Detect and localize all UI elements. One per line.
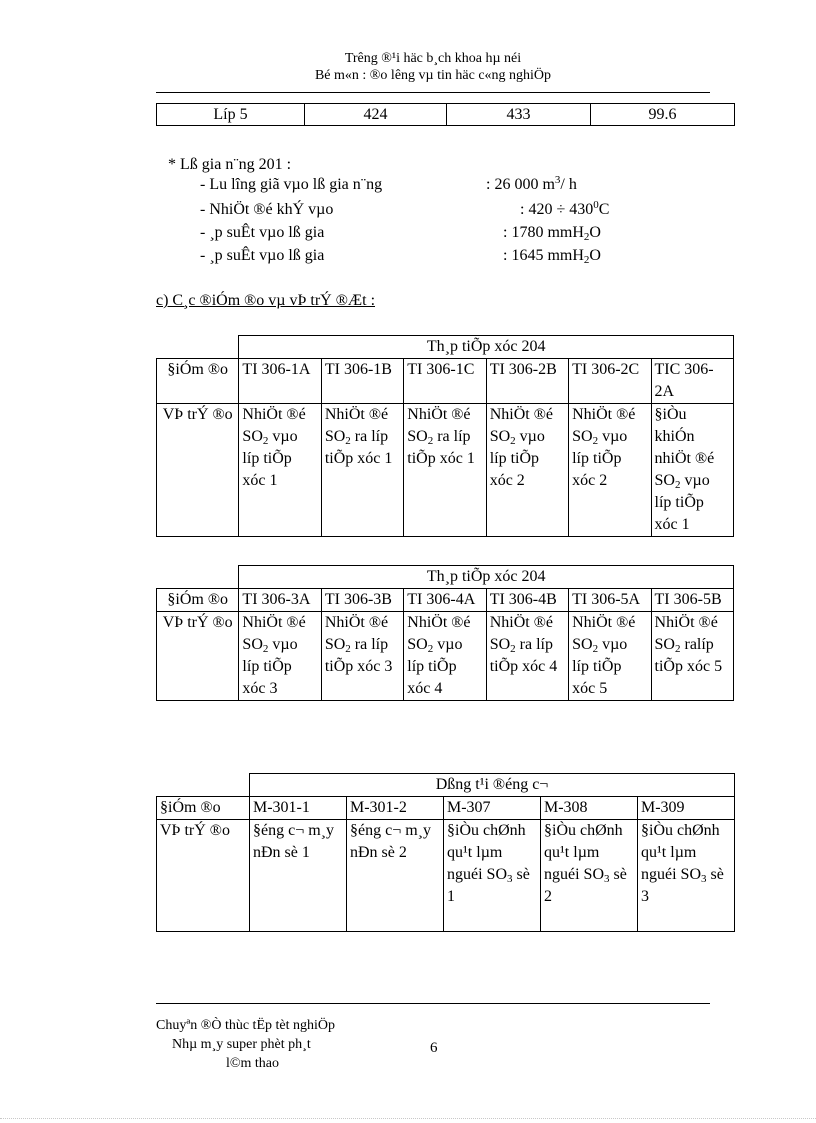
table-cell: 99.6 (591, 104, 735, 126)
table-cell: NhiÖt ®é $SO_2$ ra líp tiÕp xóc 1 (321, 404, 403, 537)
table-cell: M-309 (638, 797, 735, 820)
table-cell: TIC 306-2A (651, 359, 733, 404)
table-cell: TI 306-1B (321, 359, 403, 404)
table-cell: NhiÖt ®é $SO_2$ vµo líp tiÕp xóc 4 (404, 612, 486, 701)
row-label: VÞ trÝ ®o (157, 820, 250, 932)
spec-row-label: - ¸p suÊt vµo lß gia (200, 247, 325, 264)
table-cell: NhiÖt ®é $SO_2$ ra líp tiÕp xóc 3 (321, 612, 403, 701)
spec-row-label: - NhiÖt ®é khÝ vµo (200, 201, 334, 218)
table-cell: NhiÖt ®é $SO_2$ ralíp tiÕp xóc 5 (651, 612, 733, 701)
flow-summary-table (156, 103, 735, 126)
measurement-table-1 (156, 335, 734, 537)
table-cell: NhiÖt ®é $SO_2$ vµo líp tiÕp xóc 3 (239, 612, 321, 701)
row-label: VÞ trÝ ®o (157, 404, 239, 537)
table-row (157, 589, 734, 612)
footer-rule (156, 1003, 710, 1004)
furnace-spec-title: * Lß gia n¨ng 201 : (168, 156, 292, 173)
table-cell: TI 306-5B (651, 589, 733, 612)
table-corner (157, 566, 239, 589)
spec-row-label: - ¸p suÊt vµo lß gia (200, 224, 325, 241)
spec-row-label: - Lu lîng giã vµo lß gia n¨ng (200, 176, 383, 193)
table-cell: TI 306-2C (569, 359, 651, 404)
header-rule (156, 92, 710, 93)
table-cell: NhiÖt ®é $SO_2$ vµo líp tiÕp xóc 1 (239, 404, 321, 537)
page-footer (156, 1016, 335, 1073)
table-row (157, 104, 735, 126)
measurement-table-2 (156, 565, 734, 701)
spec-row-value: : 26 000 $m^3/$ h (486, 174, 577, 193)
header-line-2: Bé m«n : ®o lêng vµ tin häc c«ng nghiÖp (314, 68, 552, 83)
page-header (156, 50, 710, 84)
table-cell: §iÒu chØnh qu¹t lµm nguéi $SO_3$ sè 2 (541, 820, 638, 932)
row-label: §iÓm ®o (157, 589, 239, 612)
table-cell: TI 306-2B (486, 359, 568, 404)
table-cell: TI 306-1C (404, 359, 486, 404)
table-cell: TI 306-4A (404, 589, 486, 612)
table-row (157, 820, 735, 932)
table-row (157, 359, 734, 404)
page-number: 6 (430, 1040, 438, 1056)
header-line-1: Trêng ®¹i häc b¸ch khoa hµ néi (344, 51, 522, 66)
footer-line-1: Chuyªn ®Ò thùc tËp tèt nghiÖp (156, 1018, 335, 1033)
table-cell: TI 306-5A (569, 589, 651, 612)
table-cell: §éng c¬ m¸y nÐn sè 2 (347, 820, 444, 932)
table-header-row (157, 336, 734, 359)
row-label: VÞ trÝ ®o (157, 612, 239, 701)
table-cell: TI 306-3A (239, 589, 321, 612)
table-cell: §iÒu chØnh qu¹t lµm nguéi $SO_3$ sè 1 (444, 820, 541, 932)
spec-row-value: : 1780 mmH$_2$O (503, 224, 601, 243)
table-cell: M-301-2 (347, 797, 444, 820)
row-label: §iÓm ®o (157, 359, 239, 404)
spec-row-value: : 1645 mmH$_2$O (503, 247, 601, 266)
table-cell: 424 (305, 104, 447, 126)
measurement-table-3 (156, 773, 735, 932)
page-bottom-border (0, 1118, 816, 1119)
table-cell: TI 306-4B (486, 589, 568, 612)
section-title: c) C¸c ®iÓm ®o vµ vÞ trÝ ®Æt : (156, 292, 376, 309)
table-cell: Líp 5 (157, 104, 305, 126)
table-row (157, 404, 734, 537)
table-cell: NhiÖt ®é $SO_2$ vµo líp tiÕp xóc 2 (569, 404, 651, 537)
group-header: Th¸p tiÕp xóc 204 (239, 336, 734, 359)
group-header: Dßng t¹i ®éng c¬ (250, 774, 735, 797)
table-cell: §iÒu chØnh qu¹t lµm nguéi $SO_3$ sè 3 (638, 820, 735, 932)
table-cell: TI 306-1A (239, 359, 321, 404)
table-cell: NhiÖt ®é $SO_2$ vµo líp tiÕp xóc 5 (569, 612, 651, 701)
table-cell: NhiÖt ®é $SO_2$ vµo líp tiÕp xóc 2 (486, 404, 568, 537)
table-cell: TI 306-3B (321, 589, 403, 612)
table-cell: M-308 (541, 797, 638, 820)
table-cell: NhiÖt ®é $SO_2$ ra líp tiÕp xóc 1 (404, 404, 486, 537)
table-corner (157, 336, 239, 359)
table-row (157, 612, 734, 701)
table-cell: M-301-1 (250, 797, 347, 820)
table-cell: NhiÖt ®é $SO_2$ ra líp tiÕp xóc 4 (486, 612, 568, 701)
footer-line-3: l©m thao (226, 1056, 280, 1071)
table-cell: §éng c¬ m¸y nÐn sè 1 (250, 820, 347, 932)
table-corner (157, 774, 250, 797)
group-header: Th¸p tiÕp xóc 204 (239, 566, 734, 589)
table-cell: §iÒu khiÓn nhiÖt ®é $SO_2$ vµo líp tiÕp xóc 1 (651, 404, 733, 537)
spec-row-value: : $420 \div 430^0C$ (520, 199, 610, 218)
table-header-row (157, 774, 735, 797)
table-row (157, 797, 735, 820)
table-header-row (157, 566, 734, 589)
table-cell: 433 (447, 104, 591, 126)
table-cell: M-307 (444, 797, 541, 820)
row-label: §iÓm ®o (157, 797, 250, 820)
footer-line-2: Nhµ m¸y super phèt ph¸t (172, 1037, 311, 1052)
